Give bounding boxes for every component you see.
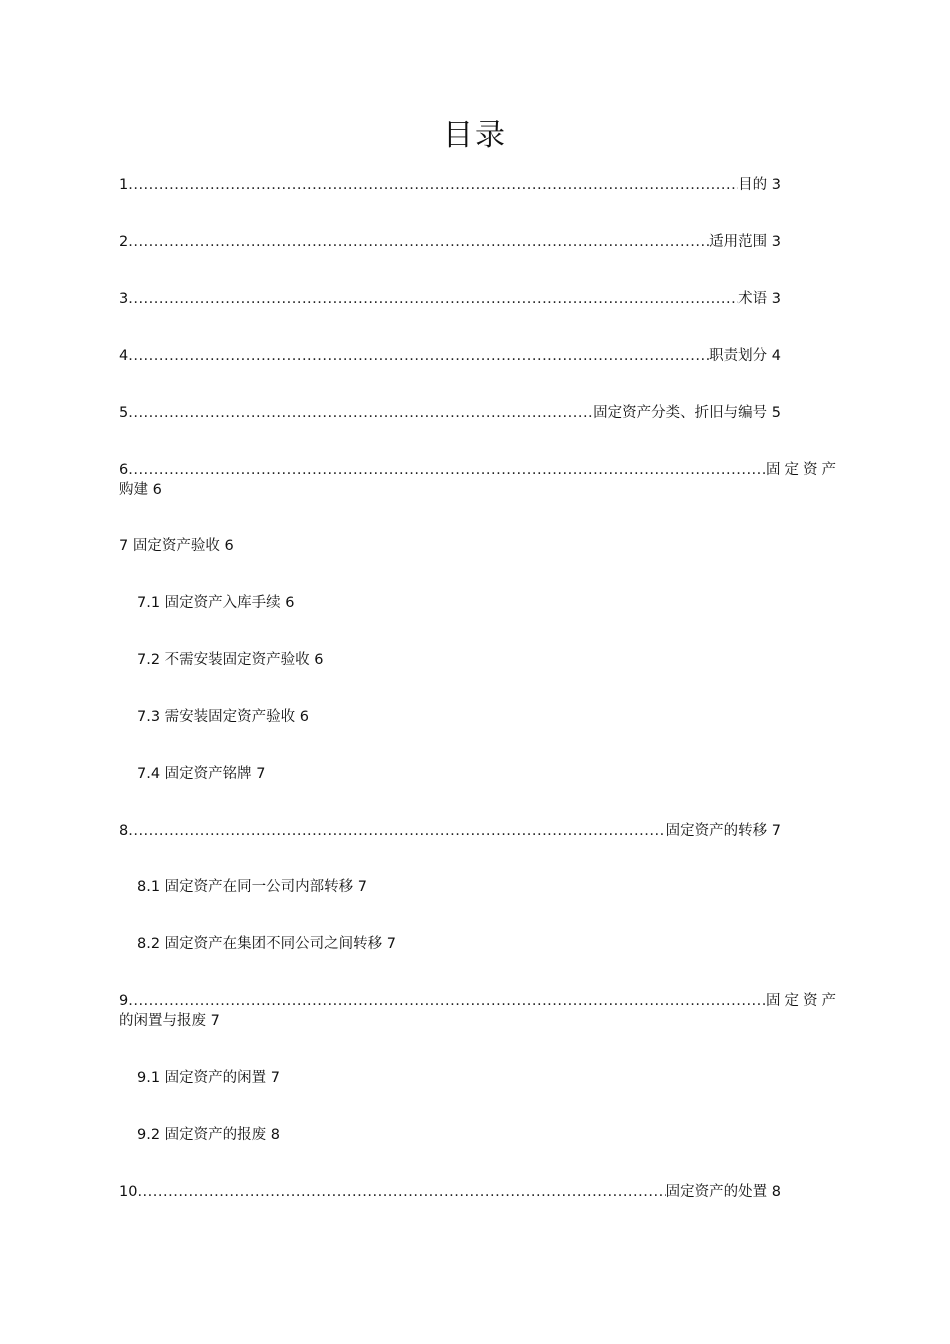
toc-label: 固定资产的转移 7 bbox=[665, 823, 781, 839]
toc-entry-5[interactable] bbox=[119, 403, 781, 424]
toc-number: 1 bbox=[119, 177, 129, 193]
toc-entry-6[interactable] bbox=[119, 460, 840, 481]
toc-label: 固定资产分类、折旧与编号 5 bbox=[593, 405, 781, 421]
toc-entry-6-continuation: 购建 6 bbox=[119, 482, 162, 498]
toc-number: 2 bbox=[119, 234, 129, 250]
toc-label: 固定资产的处置 8 bbox=[665, 1184, 781, 1200]
toc-entry-8-2[interactable]: 8.2 固定资产在集团不同公司之间转移 7 bbox=[137, 936, 397, 952]
toc-label: 术语 3 bbox=[738, 291, 781, 307]
dot-leader bbox=[128, 403, 593, 424]
toc-number: 4 bbox=[119, 348, 129, 364]
toc-number: 6 bbox=[119, 462, 129, 478]
dot-leader bbox=[128, 346, 709, 367]
dot-leader bbox=[137, 1182, 665, 1203]
toc-entry-10[interactable] bbox=[119, 1182, 781, 1203]
toc-entry-7-2[interactable]: 7.2 不需安装固定资产验收 6 bbox=[137, 652, 324, 668]
toc-entry-7-1[interactable]: 7.1 固定资产入库手续 6 bbox=[137, 595, 295, 611]
dot-leader bbox=[128, 991, 766, 1012]
toc-entry-9[interactable] bbox=[119, 991, 840, 1012]
dot-leader bbox=[128, 232, 709, 253]
toc-entry-7[interactable]: 7 固定资产验收 6 bbox=[119, 538, 234, 554]
toc-number: 3 bbox=[119, 291, 129, 307]
toc-entry-8[interactable] bbox=[119, 821, 781, 842]
toc-entry-9-2[interactable]: 9.2 固定资产的报废 8 bbox=[137, 1127, 281, 1143]
toc-label: 目的 3 bbox=[738, 177, 781, 193]
toc-label: 固定资产 bbox=[766, 462, 840, 478]
toc-entry-2[interactable] bbox=[119, 232, 781, 253]
toc-number: 5 bbox=[119, 405, 129, 421]
toc-label: 适用范围 3 bbox=[709, 234, 781, 250]
toc-entry-3[interactable] bbox=[119, 289, 781, 310]
page-title: 目录 bbox=[443, 118, 507, 153]
dot-leader bbox=[128, 175, 738, 196]
toc-label: 固定资产 bbox=[766, 993, 840, 1009]
dot-leader bbox=[128, 460, 766, 481]
toc-label: 职责划分 4 bbox=[709, 348, 781, 364]
toc-entry-8-1[interactable]: 8.1 固定资产在同一公司内部转移 7 bbox=[137, 879, 368, 895]
toc-entry-9-1[interactable]: 9.1 固定资产的闲置 7 bbox=[137, 1070, 281, 1086]
dot-leader bbox=[128, 821, 665, 842]
toc-number: 8 bbox=[119, 823, 129, 839]
toc-entry-4[interactable] bbox=[119, 346, 781, 367]
toc-entry-7-4[interactable]: 7.4 固定资产铭牌 7 bbox=[137, 766, 266, 782]
toc-number: 10 bbox=[119, 1184, 138, 1200]
toc-entry-9-continuation: 的闲置与报废 7 bbox=[119, 1013, 220, 1029]
toc-number: 9 bbox=[119, 993, 129, 1009]
toc-entry-7-3[interactable]: 7.3 需安装固定资产验收 6 bbox=[137, 709, 310, 725]
dot-leader bbox=[128, 289, 738, 310]
toc-entry-1[interactable] bbox=[119, 175, 781, 196]
